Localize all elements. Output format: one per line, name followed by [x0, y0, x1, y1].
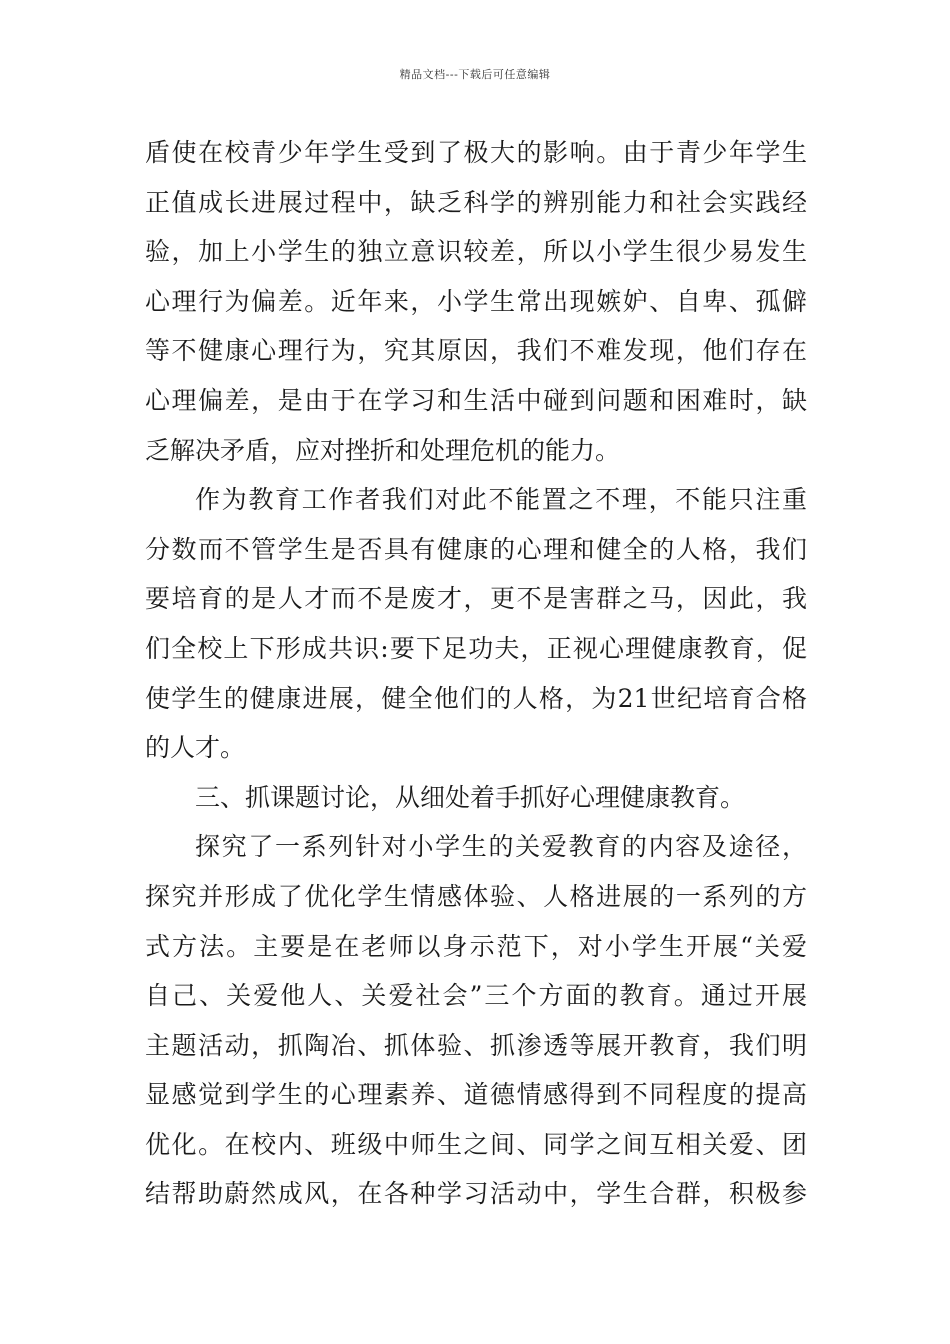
text-line: 作为教育工作者我们对此不能置之不理，不能只注重	[195, 485, 807, 515]
text-line: 心理偏差，是由于在学习和生活中碰到问题和困难时，缺	[145, 385, 807, 415]
text-line: 心理行为偏差。近年来，小学生常出现嫉妒、自卑、孤僻	[145, 286, 807, 316]
text-line: 等不健康心理行为，究其原因，我们不难发现，他们存在	[145, 336, 807, 366]
text-line: 式方法。主要是在老师以身示范下，对小学生开展“关爱	[145, 931, 807, 961]
text-line: 的人才。	[145, 733, 246, 763]
body-text	[145, 128, 807, 1219]
text-line: 乏解决矛盾，应对挫折和处理危机的能力。	[145, 435, 621, 465]
text-line: 主题活动，抓陶冶、抓体验、抓渗透等展开教育，我们明	[145, 1030, 807, 1060]
text-line: 们全校上下形成共识:要下足功夫，正视心理健康教育，促	[145, 633, 807, 663]
text-line: 自己、关爱他人、关爱社会”三个方面的教育。通过开展	[145, 981, 807, 1011]
text-line: 使学生的健康进展，健全他们的人格，为21世纪培育合格	[145, 683, 807, 713]
text-line: 盾使在校青少年学生受到了极大的影响。由于青少年学生	[145, 138, 807, 167]
text-line: 要培育的是人才而不是废才，更不是害群之马，因此，我	[145, 584, 807, 614]
text-line: 显感觉到学生的心理素养、道德情感得到不同程度的提高	[145, 1080, 807, 1110]
text-line: 优化。在校内、班级中师生之间、同学之间互相关爱、团	[145, 1129, 807, 1159]
text-line: 探究了一系列针对小学生的关爱教育的内容及途径，	[195, 832, 807, 862]
text-line: 探究并形成了优化学生情感体验、人格进展的一系列的方	[145, 881, 807, 911]
text-line: 正值成长进展过程中，缺乏科学的辨别能力和社会实践经	[145, 187, 807, 217]
text-line: 验，加上小学生的独立意识较差，所以小学生很少易发生	[145, 237, 807, 267]
text-line: 结帮助蔚然成风，在各种学习活动中，学生合群，积极参	[145, 1179, 807, 1209]
header-note: 精品文档---下载后可任意编辑	[399, 68, 551, 81]
text-line: 分数而不管学生是否具有健康的心理和健全的人格，我们	[145, 534, 807, 564]
section-heading: 三、抓课题讨论，从细处着手抓好心理健康教育。	[195, 782, 746, 812]
